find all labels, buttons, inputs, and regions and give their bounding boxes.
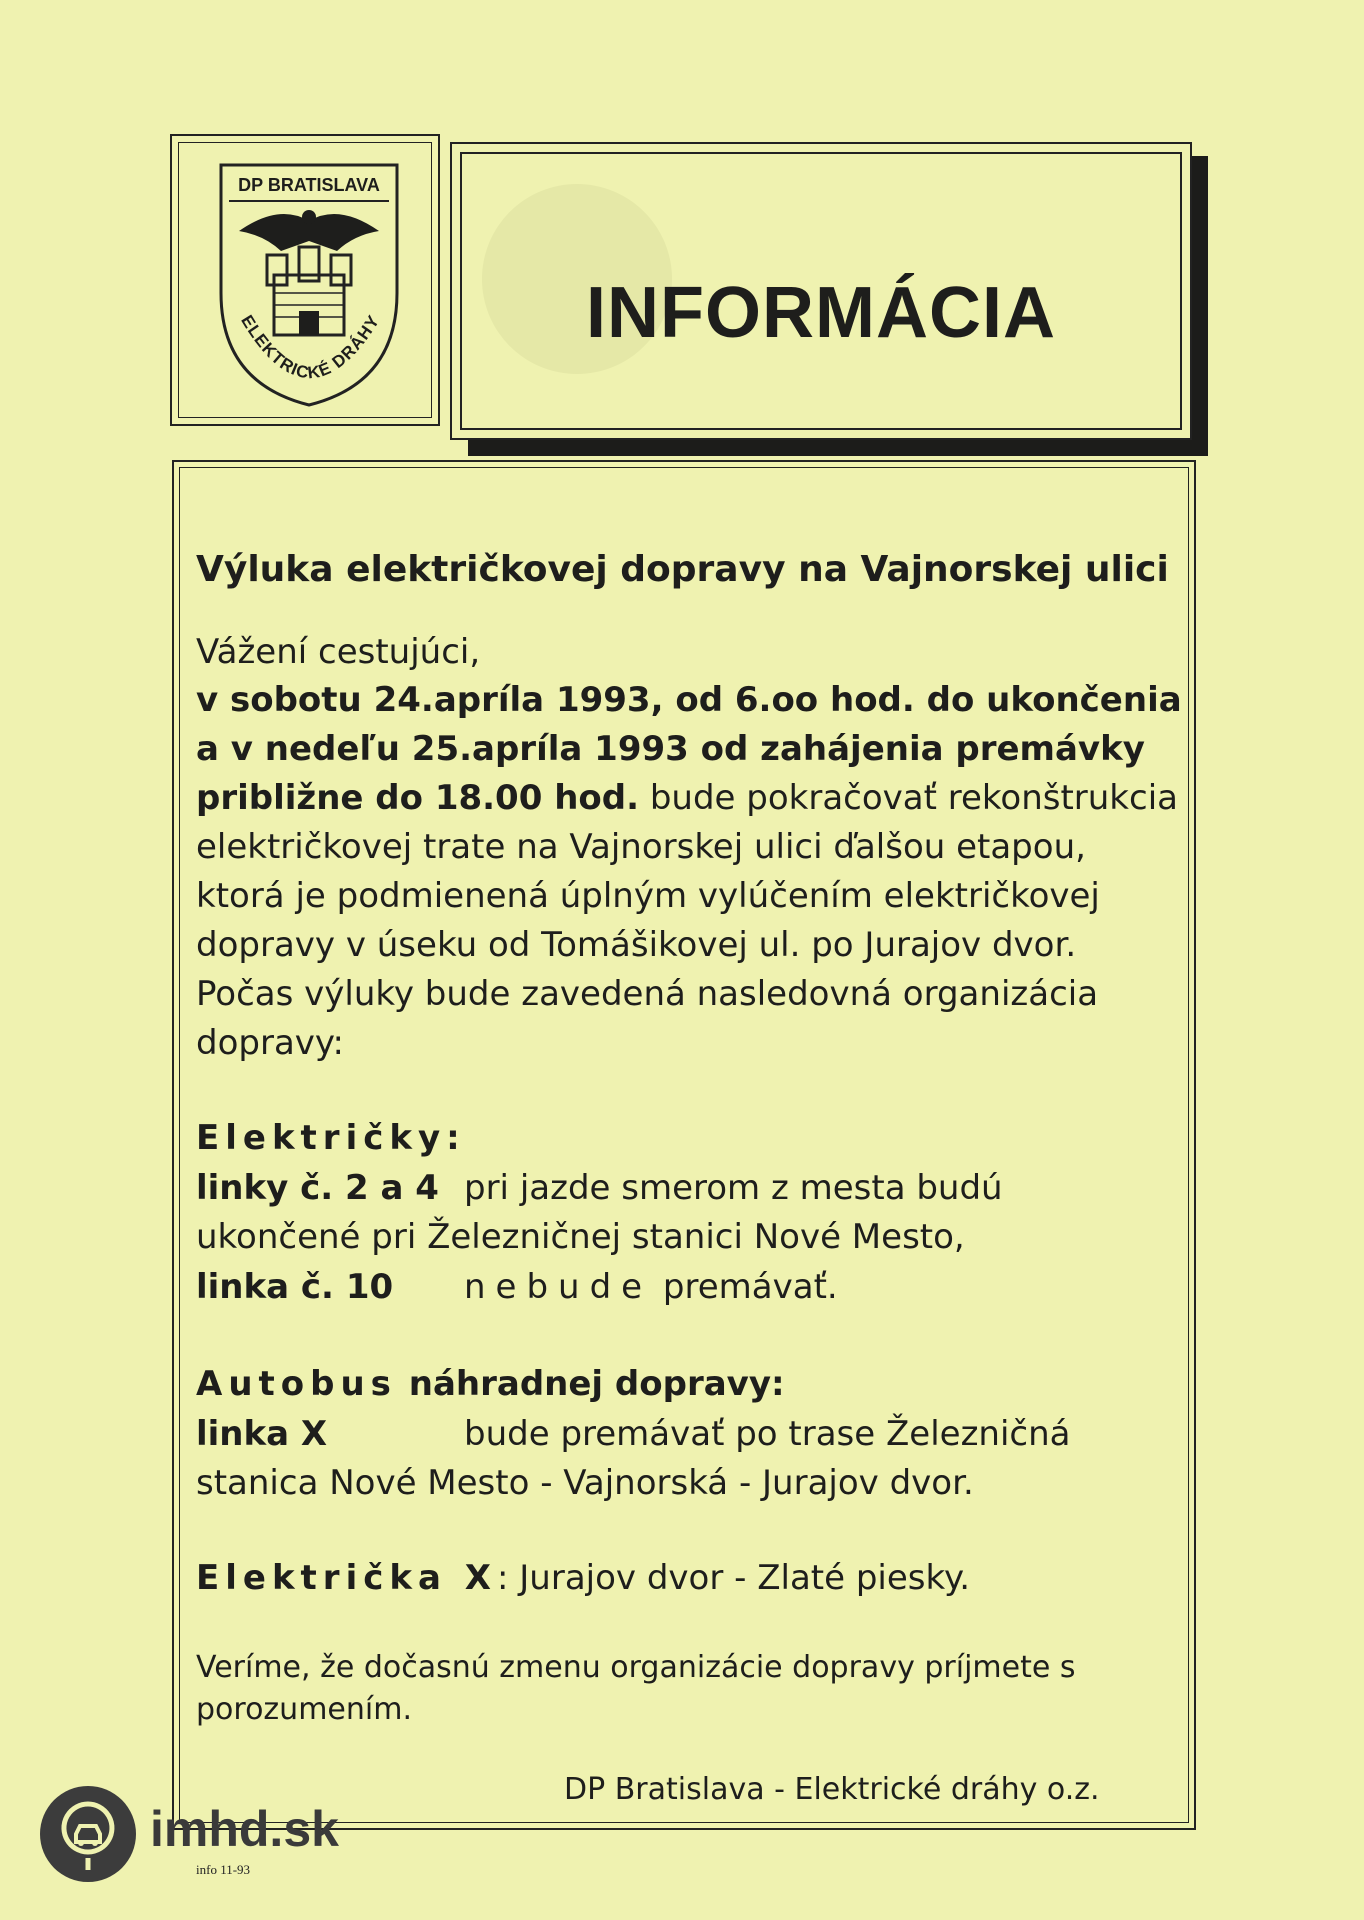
car-in-pin-icon <box>40 1786 136 1882</box>
title-inner-frame <box>460 152 1182 430</box>
tram-x-line <box>196 1558 970 1598</box>
closing-line-1: Veríme, že dočasnú zmenu organizácie dopravy príjmete s <box>196 1650 1076 1685</box>
line-10-rest: premávať. <box>662 1267 838 1307</box>
bus-heading <box>196 1364 785 1404</box>
reference-code: info 11-93 <box>196 1862 251 1877</box>
line-2-4-continued: ukončené pri Železničnej stanici Nové Mesto, <box>196 1217 965 1257</box>
tram-x-label: Električka X <box>196 1558 497 1598</box>
line-x-text: bude premávať po trase Železničná <box>464 1414 1071 1454</box>
intro-line-3-rest: bude pokračovať rekonštrukcia <box>649 778 1178 818</box>
line-x-continued: stanica Nové Mesto - Vajnorská - Jurajov dvor. <box>196 1463 974 1503</box>
trams-heading: Električky: <box>196 1118 466 1158</box>
line-10-label: linka č. 10 <box>196 1267 394 1307</box>
intro-line: dopravy: <box>196 1023 345 1063</box>
tram-x-colon: : <box>497 1558 509 1598</box>
page-title: INFORMÁCIA <box>586 273 1056 353</box>
intro-line: ktorá je podmienená úplným vylúčením električkovej <box>196 876 1100 916</box>
logo-top-text: DP BRATISLAVA <box>238 175 380 195</box>
bus-heading-rest: náhradnej dopravy: <box>408 1364 785 1404</box>
signature: DP Bratislava - Elektrické dráhy o.z. <box>564 1772 1100 1807</box>
imhd-logo-circle <box>40 1786 136 1882</box>
greeting: Vážení cestujúci, <box>196 632 481 672</box>
line-x-label: linka X <box>196 1414 328 1454</box>
date-line-2: a v nedeľu 25.apríla 1993 od zahájenia premávky <box>196 729 1145 769</box>
line-2-4-label: linky č. 2 a 4 <box>196 1168 439 1208</box>
coat-of-arms-icon <box>179 143 434 421</box>
logo-inner-frame <box>178 142 432 418</box>
intro-line: dopravy v úseku od Tomášikovej ul. po Jurajov dvor. <box>196 925 1077 965</box>
bus-heading-spaced: Autobus <box>196 1364 397 1404</box>
notice-heading: Výluka električkovej dopravy na Vajnorskej ulici <box>196 549 1169 590</box>
intro-line-3 <box>196 778 1178 818</box>
intro-line: Počas výluky bude zavedená nasledovná organizácia <box>196 974 1099 1014</box>
logo-arc-text: ELEKTRICKÉ DRÁHY <box>237 311 384 383</box>
closing-line-2: porozumením. <box>196 1692 412 1727</box>
line-10-text <box>464 1267 838 1307</box>
logo-frame <box>170 134 440 426</box>
line-10-spaced: nebude <box>464 1267 653 1307</box>
line-2-4-text: pri jazde smerom z mesta budú <box>464 1168 1003 1208</box>
imhd-site-name: imhd.sk <box>150 1801 339 1857</box>
tram-x-text: Jurajov dvor - Zlaté piesky. <box>519 1558 971 1598</box>
title-frame <box>450 142 1192 440</box>
date-line-1: v sobotu 24.apríla 1993, od 6.oo hod. do ukončenia <box>196 680 1182 720</box>
date-line-3: približne do 18.00 hod. <box>196 778 640 818</box>
intro-line: električkovej trate na Vajnorskej ulici ďalšou etapou, <box>196 827 1086 867</box>
